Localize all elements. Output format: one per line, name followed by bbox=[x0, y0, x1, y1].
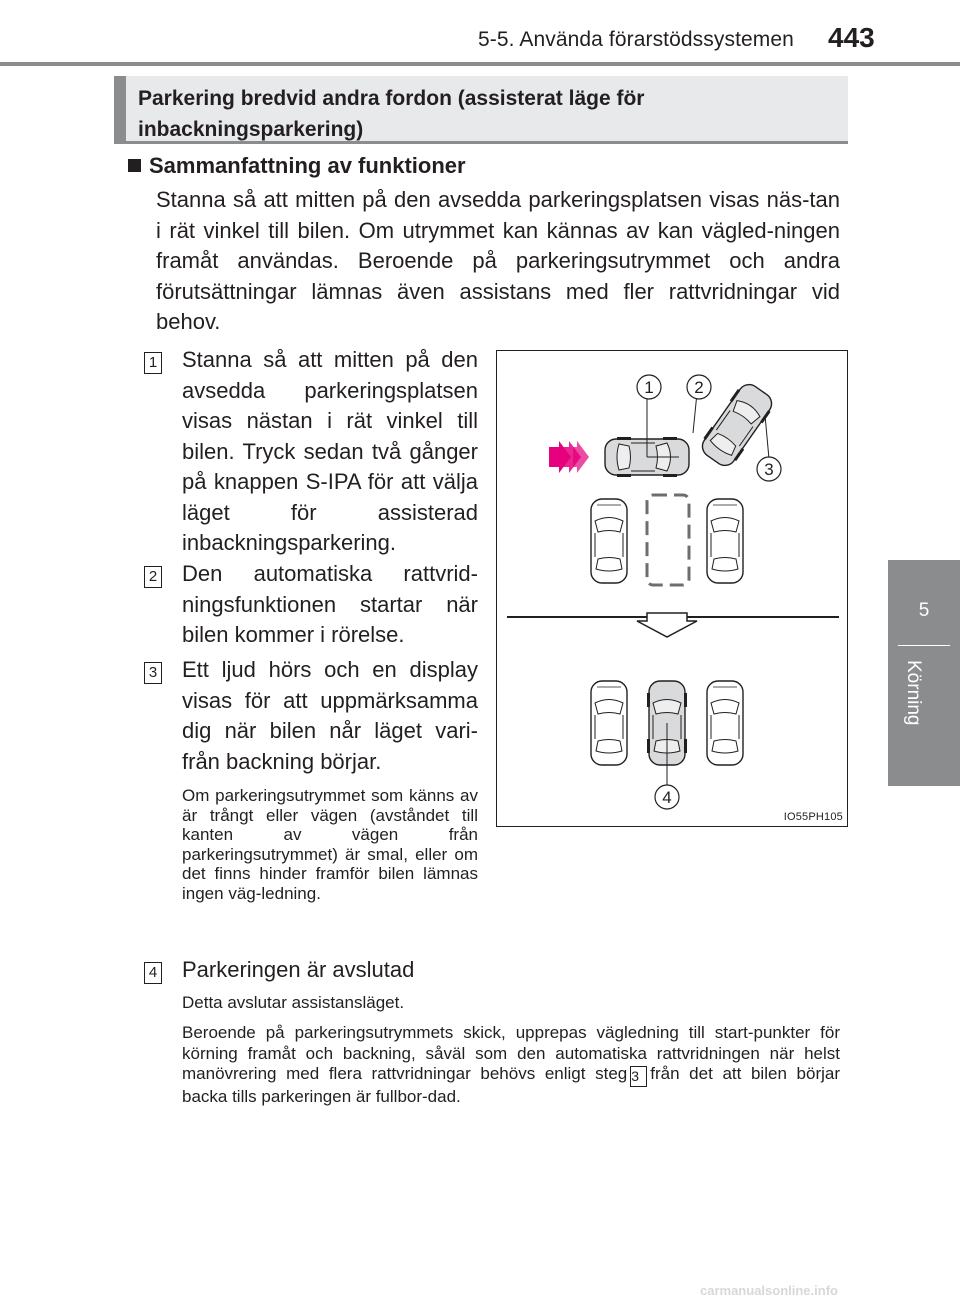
summary-heading-text: Sammanfattning av funktioner bbox=[149, 153, 466, 178]
step-note: Om parkeringsutrymmet som känns av är trångt eller vägen (avståndet till kanten av vägen från parkeringsutrymmet) är smal, eller om det finns hinder framför bilen lämnas ingen väg-ledning. bbox=[182, 786, 478, 903]
callout-2 bbox=[687, 375, 711, 399]
summary-heading bbox=[128, 153, 466, 179]
svg-text:2: 2 bbox=[694, 378, 704, 397]
section-heading-box bbox=[114, 76, 848, 144]
step-text: Ett ljud hörs och en display visas för att uppmärksamma dig när bilen når läget vari-från backning börjar. bbox=[182, 657, 478, 774]
parked-car bbox=[591, 499, 627, 583]
page-number: 443 bbox=[828, 22, 875, 53]
svg-text:4: 4 bbox=[662, 788, 672, 807]
header-rule bbox=[0, 62, 960, 66]
parked-car bbox=[707, 681, 743, 765]
inline-step-badge: 3 bbox=[630, 1066, 647, 1087]
svg-text:1: 1 bbox=[644, 378, 654, 397]
step-text: Stanna så att mitten på den avsedda parkeringsplatsen visas nästan i rät vinkel till bilen. Tryck sedan två gånger på knappen S-IPA för att välja läget för assisterad inbackningsparkering. bbox=[182, 347, 478, 555]
square-bullet-icon bbox=[128, 159, 141, 172]
summary-paragraph: Stanna så att mitten på den avsedda parkeringsplatsen visas näs-tan i rät vinkel till bilen. Om utrymmet kan kännas av kan vägled-ningen framåt användas. Beroende på parkeringsutrymmet och andra förutsättningar lämnas även assistans med fler rattvridningar vid behov. bbox=[156, 187, 840, 334]
step-text: Parkeringen är avslutad bbox=[182, 957, 415, 982]
parking-illustration bbox=[496, 350, 848, 827]
step-number-badge: 3 bbox=[144, 662, 162, 684]
motion-arrow-icon bbox=[549, 441, 589, 473]
heading-line-1: Parkering bredvid andra fordon (assisterat läge för bbox=[138, 87, 645, 110]
final-note-before: Beroende på parkeringsutrymmets skick, upprepas vägledning till start-punkter för körning framåt och backning, såväl som den automatiska rattvridningen när helst manövrering med flera rattvridningar behövs enligt steg bbox=[182, 1023, 840, 1083]
parked-car bbox=[707, 499, 743, 583]
chapter-label: Körning bbox=[903, 660, 924, 726]
figure-code: IO55PH105 bbox=[783, 811, 843, 823]
chapter-number: 5 bbox=[918, 600, 930, 621]
parked-car bbox=[591, 681, 627, 765]
step-number-badge: 1 bbox=[144, 352, 162, 374]
step-number-badge: 2 bbox=[144, 566, 162, 588]
section-title: 5-5. Använda förarstödssystemen bbox=[478, 28, 794, 51]
chapter-label-wrap bbox=[900, 660, 948, 770]
callout-4 bbox=[655, 785, 679, 809]
chapter-tab bbox=[888, 560, 960, 786]
step-text: Den automatiska rattvrid-ningsfunktionen startar när bilen kommer i rörelse. bbox=[182, 561, 478, 647]
chapter-separator bbox=[898, 645, 950, 646]
parking-diagram bbox=[497, 351, 849, 828]
target-space bbox=[647, 495, 689, 585]
final-note bbox=[182, 1023, 840, 1108]
step-number-badge: 4 bbox=[144, 962, 162, 984]
callout-3 bbox=[757, 457, 781, 481]
callout-1 bbox=[637, 375, 661, 399]
step-note: Detta avslutar assistansläget. bbox=[182, 993, 405, 1012]
heading-line-2: inbackningsparkering) bbox=[138, 118, 364, 141]
watermark: carmanualsonline.info bbox=[700, 1283, 838, 1298]
final-note-after: från det att bilen börjar backa tills parkeringen är fullbor-dad. bbox=[182, 1064, 840, 1106]
svg-text:3: 3 bbox=[764, 460, 774, 479]
